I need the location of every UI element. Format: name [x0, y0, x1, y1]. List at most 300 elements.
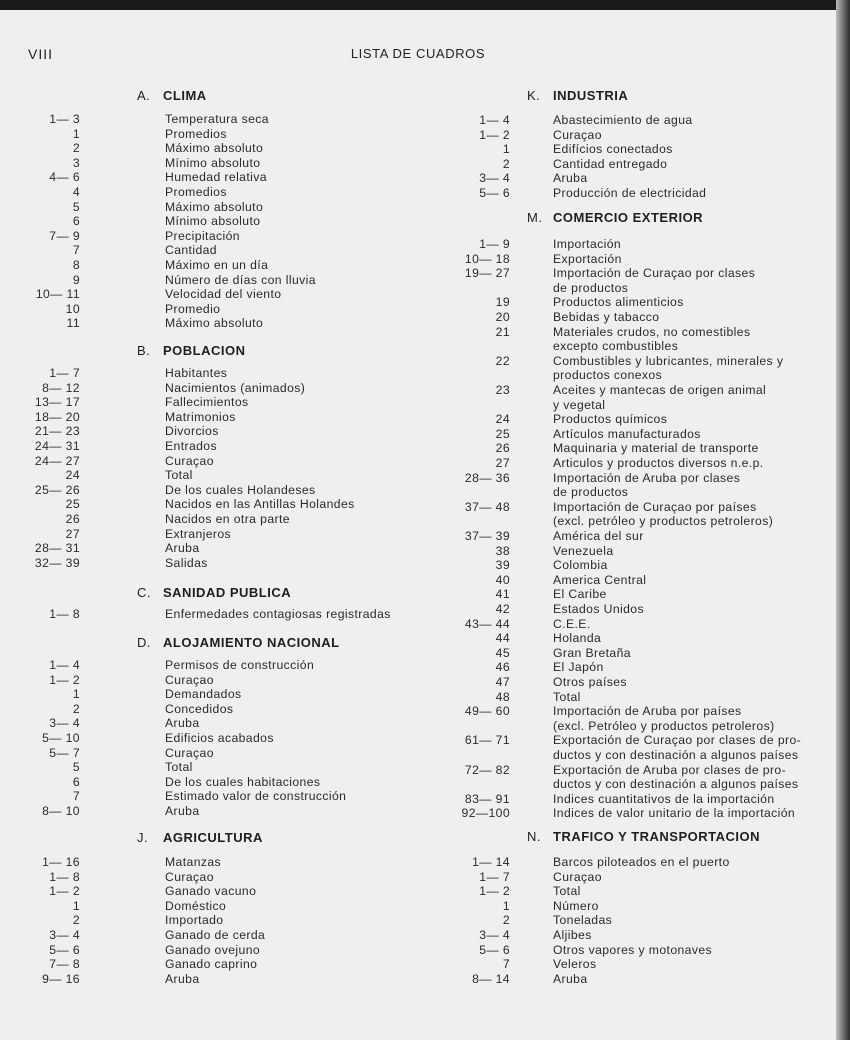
table-numbers: 1: [72, 687, 80, 702]
list-item: [440, 485, 840, 500]
table-numbers: 8: [72, 258, 80, 272]
table-title: Promedio: [165, 301, 221, 316]
table-title: Otros países: [553, 675, 627, 689]
table-title: Promedios: [165, 185, 227, 199]
list-item: [20, 731, 420, 746]
list-item: [440, 325, 840, 340]
table-title: Total: [553, 884, 581, 899]
table-numbers: 1— 8: [49, 607, 80, 621]
table-title: Curaçao: [553, 869, 602, 884]
table-title: Ganado caprino: [165, 957, 258, 972]
table-title: Total: [553, 689, 581, 704]
table-title: Importación: [553, 237, 622, 251]
table-numbers: 1— 2: [49, 672, 80, 687]
section-title: POBLACION: [163, 343, 246, 358]
table-numbers: 2: [502, 156, 510, 171]
table-numbers: 9— 16: [42, 971, 80, 986]
page-title: LISTA DE CUADROS: [350, 46, 486, 61]
list-item: [20, 607, 420, 622]
table-numbers: 39: [495, 558, 510, 573]
table-numbers: 21— 23: [34, 424, 80, 439]
table-title: Enfermedades contagiosas registradas: [165, 607, 391, 621]
table-numbers: 11: [66, 316, 80, 331]
table-title: Entrados: [165, 439, 217, 453]
list-item: [20, 870, 420, 885]
table-numbers: 1— 7: [49, 366, 80, 380]
list-item: [20, 156, 420, 171]
section-letter: M.: [527, 210, 543, 225]
table-numbers: 1— 16: [42, 855, 80, 869]
list-item: [440, 383, 840, 398]
table-title: Exportación de Curaçao por clases de pro-: [553, 733, 802, 748]
list-item: [440, 529, 840, 544]
section-letter: J.: [137, 830, 149, 845]
table-title: Combustibles y lubricantes, minerales y: [553, 353, 784, 368]
table-numbers: 5: [72, 199, 80, 214]
table-numbers: 3— 4: [479, 928, 510, 942]
section-title: ALOJAMIENTO NACIONAL: [163, 635, 340, 650]
table-numbers: 1— 14: [472, 855, 510, 869]
table-title: Promedios: [165, 126, 227, 141]
table-title: Exportación de Aruba por clases de pro-: [553, 762, 787, 777]
table-title: Productos alimenticios: [553, 295, 684, 310]
list-item: [440, 514, 840, 529]
table-numbers: 4— 6: [49, 170, 80, 185]
list-item: [440, 142, 840, 157]
table-title: Aceites y mantecas de origen animal: [553, 383, 767, 397]
table-numbers: 37— 39: [464, 529, 510, 543]
list-item: [440, 660, 840, 675]
table-title: Colombia: [553, 558, 608, 573]
table-title: Importación de Aruba por clases: [553, 470, 741, 485]
table-numbers: 10: [65, 301, 80, 316]
table-title: y vegetal: [553, 397, 606, 412]
table-numbers: 1— 4: [49, 658, 80, 672]
table-numbers: 49— 60: [464, 704, 510, 719]
table-numbers: 26: [495, 441, 510, 456]
table-title: Mínimo absoluto: [165, 155, 261, 170]
list-item: [20, 687, 420, 702]
list-item: [440, 587, 840, 602]
list-item: [20, 214, 420, 229]
table-title: Temperatura seca: [165, 112, 269, 126]
table-numbers: 3— 4: [49, 928, 80, 942]
table-numbers: 6: [72, 214, 80, 229]
table-numbers: 3— 4: [479, 171, 510, 186]
table-numbers: 43— 44: [464, 616, 510, 631]
list-item: [20, 673, 420, 688]
list-item: [20, 287, 420, 302]
list-item: [20, 760, 420, 775]
table-title: Curaçao: [165, 745, 214, 760]
list-item: [20, 804, 420, 819]
list-item: [20, 112, 420, 127]
section-heading: [527, 829, 760, 844]
table-numbers: 10— 18: [464, 251, 510, 266]
section-heading: [527, 210, 703, 225]
table-numbers: 7— 8: [49, 957, 80, 972]
table-numbers: 5— 10: [42, 731, 80, 745]
table-title: Importación de Curaçao por clases: [553, 266, 756, 281]
table-title: Importado: [165, 913, 224, 928]
table-numbers: 13— 17: [34, 395, 80, 410]
table-numbers: 27: [65, 526, 80, 541]
list-item: [440, 573, 840, 588]
table-numbers: 24: [495, 412, 510, 427]
table-numbers: 72— 82: [464, 762, 510, 777]
table-title: Fallecimientos: [165, 395, 249, 410]
table-title: Artículos manufacturados: [553, 426, 701, 441]
list-item: [20, 483, 420, 498]
table-title: Doméstico: [165, 898, 227, 913]
table-title: Holanda: [553, 631, 602, 646]
list-item: [440, 792, 840, 807]
table-title: Indices cuantitativos de la importación: [553, 791, 775, 806]
list-item: [20, 141, 420, 156]
list-item: [20, 541, 420, 556]
list-item: [440, 704, 840, 719]
list-item: [20, 243, 420, 258]
list-item: [440, 113, 840, 128]
table-title: Gran Bretaña: [553, 645, 631, 660]
list-item: [20, 381, 420, 396]
table-numbers: 19— 27: [464, 266, 510, 281]
table-title: Curaçao: [553, 127, 602, 142]
list-item: [20, 468, 420, 483]
table-title: Otros vapores y motonaves: [553, 942, 713, 957]
list-item: [440, 354, 840, 369]
table-numbers: 22: [495, 353, 510, 368]
table-title: Productos químicos: [553, 412, 668, 427]
list-item: [20, 439, 420, 454]
list-item: [440, 558, 840, 573]
table-title: Total: [165, 760, 193, 775]
table-title: Materiales crudos, no comestibles: [553, 324, 751, 339]
table-numbers: 25— 26: [34, 482, 80, 497]
list-item: [440, 806, 840, 821]
table-title: Abastecimiento de agua: [553, 113, 693, 127]
table-title: Nacimientos (animados): [165, 380, 306, 395]
section-title: CLIMA: [163, 88, 207, 103]
table-numbers: 1— 8: [49, 869, 80, 884]
table-title: Máximo en un día: [165, 258, 269, 272]
table-numbers: 20: [495, 310, 510, 324]
page-number: VIII: [28, 46, 54, 62]
table-title: Precipitación: [165, 228, 240, 243]
table-numbers: 24— 27: [34, 453, 80, 468]
table-title: Matrimonios: [165, 409, 236, 424]
list-item: [440, 777, 840, 792]
table-title: Toneladas: [553, 913, 613, 928]
list-item: [440, 441, 840, 456]
list-item: [440, 719, 840, 734]
table-numbers: 2: [72, 141, 80, 156]
table-title: Articulos y productos diversos n.e.p.: [553, 456, 764, 470]
section-letter: A.: [137, 88, 151, 103]
list-item: [440, 128, 840, 143]
table-title: Cantidad entregado: [553, 156, 668, 171]
list-item: [440, 398, 840, 413]
list-item: [20, 884, 420, 899]
table-title: Mínimo absoluto: [165, 214, 261, 229]
list-item: [20, 395, 420, 410]
table-numbers: 2: [72, 701, 80, 716]
list-item: [440, 266, 840, 281]
table-numbers: 61— 71: [464, 733, 510, 748]
list-item: [440, 646, 840, 661]
section-heading: [137, 585, 291, 600]
list-item: [440, 186, 840, 201]
list-item: [440, 748, 840, 763]
table-numbers: 5— 6: [49, 942, 80, 957]
table-numbers: 27: [495, 456, 510, 470]
table-title: Estimado valor de construcción: [165, 789, 347, 804]
table-title: Venezuela: [553, 543, 614, 558]
list-item: [20, 512, 420, 527]
list-item: [20, 302, 420, 317]
table-numbers: 9: [72, 272, 80, 287]
list-item: [20, 424, 420, 439]
list-item: [440, 957, 840, 972]
table-numbers: 37— 48: [464, 499, 510, 514]
table-title: Edifícios conectados: [553, 142, 673, 157]
table-title: Nacidos en las Antillas Holandes: [165, 497, 355, 512]
list-item: [20, 943, 420, 958]
table-title: Curaçao: [165, 869, 214, 884]
list-item: [440, 171, 840, 186]
table-title: Importación de Curaçao por países: [553, 499, 757, 514]
list-item: [20, 658, 420, 673]
list-item: [440, 157, 840, 172]
section-letter: K.: [527, 88, 541, 103]
table-title: Ganado de cerda: [165, 928, 266, 942]
table-title: Concedidos: [165, 701, 234, 716]
table-numbers: 1— 9: [479, 237, 510, 251]
table-title: Extranjeros: [165, 526, 232, 541]
list-item: [440, 471, 840, 486]
list-item: [440, 855, 840, 870]
list-item: [20, 127, 420, 142]
section-heading: [137, 343, 246, 358]
section-title: AGRICULTURA: [163, 830, 263, 845]
table-numbers: 1: [502, 898, 510, 913]
table-title: De los cuales habitaciones: [165, 774, 321, 789]
list-item: [20, 170, 420, 185]
list-item: [440, 899, 840, 914]
table-numbers: 42: [495, 602, 510, 616]
table-title: Curaçao: [165, 672, 214, 687]
table-title: Curaçao: [165, 453, 214, 468]
list-item: [20, 702, 420, 717]
table-numbers: 1: [72, 126, 80, 141]
table-title: Importación de Aruba por países: [553, 704, 742, 719]
list-item: [20, 928, 420, 943]
list-item: [20, 316, 420, 331]
table-title: Máximo absoluto: [165, 316, 264, 331]
table-title: Total: [165, 468, 193, 483]
table-numbers: 7: [502, 957, 510, 972]
table-title: Ganado ovejuno: [165, 942, 261, 957]
table-title: Estados Unidos: [553, 602, 644, 616]
list-item: [20, 366, 420, 381]
table-numbers: 8— 12: [42, 380, 80, 395]
table-title: Máximo absoluto: [165, 199, 264, 214]
section-title: SANIDAD PUBLICA: [163, 585, 292, 600]
table-numbers: 23: [495, 383, 510, 397]
table-title: Nacidos en otra parte: [165, 512, 290, 526]
list-item: [20, 497, 420, 512]
table-numbers: 25: [495, 426, 510, 441]
table-numbers: 1— 2: [479, 884, 510, 899]
table-title: de productos: [553, 485, 629, 500]
table-numbers: 8— 14: [472, 971, 510, 986]
table-numbers: 2: [72, 913, 80, 928]
table-numbers: 1— 2: [49, 884, 80, 899]
table-title: Aruba: [165, 804, 200, 818]
list-item: [20, 410, 420, 425]
list-item: [440, 281, 840, 296]
table-numbers: 48: [495, 689, 510, 704]
table-title: Aljibes: [553, 928, 592, 942]
list-item: [20, 185, 420, 200]
table-title: América del sur: [553, 529, 644, 543]
table-numbers: 5— 7: [49, 745, 80, 760]
section-title: COMERCIO EXTERIOR: [553, 210, 704, 225]
section-heading: [527, 88, 628, 103]
table-title: America Central: [553, 572, 647, 587]
list-item: [440, 870, 840, 885]
table-title: Velocidad del viento: [165, 287, 282, 302]
table-title: (excl. petróleo y productos petroleros): [553, 514, 774, 529]
list-item: [20, 775, 420, 790]
table-numbers: 92—100: [461, 806, 510, 821]
table-numbers: 25: [65, 497, 80, 512]
list-item: [20, 273, 420, 288]
table-numbers: 7: [72, 789, 80, 804]
list-item: [20, 716, 420, 731]
table-numbers: 47: [495, 675, 510, 689]
table-numbers: 24— 31: [34, 439, 80, 453]
table-title: Indices de valor unitario de la importación: [553, 806, 796, 821]
list-item: [440, 690, 840, 705]
list-item: [440, 763, 840, 778]
table-numbers: 1— 7: [479, 869, 510, 884]
list-item: [440, 602, 840, 617]
table-title: ductos y con destinación a algunos países: [553, 748, 799, 762]
table-numbers: 32— 39: [34, 555, 80, 570]
list-item: [440, 456, 840, 471]
list-item: [440, 252, 840, 267]
list-item: [20, 913, 420, 928]
table-numbers: 26: [65, 512, 80, 526]
list-item: [440, 884, 840, 899]
table-title: Veleros: [553, 957, 597, 972]
table-numbers: 8— 10: [42, 804, 80, 818]
table-numbers: 1: [72, 898, 80, 913]
section-heading: [137, 635, 340, 650]
list-item: [440, 617, 840, 632]
table-numbers: 5: [72, 760, 80, 775]
list-item: [440, 631, 840, 646]
table-title: C.E.E.: [553, 616, 591, 631]
table-title: Permisos de construcción: [165, 658, 315, 672]
table-title: Máximo absoluto: [165, 141, 264, 156]
list-item: [20, 746, 420, 761]
table-title: Bebidas y tabacco: [553, 310, 660, 324]
list-item: [440, 733, 840, 748]
list-item: [20, 454, 420, 469]
table-title: De los cuales Holandeses: [165, 482, 316, 497]
table-numbers: 2: [502, 913, 510, 928]
list-item: [440, 972, 840, 987]
list-item: [440, 675, 840, 690]
table-title: Aruba: [553, 971, 588, 986]
table-numbers: 40: [495, 572, 510, 587]
table-numbers: 1: [502, 142, 510, 157]
list-item: [20, 258, 420, 273]
table-numbers: 45: [495, 645, 510, 660]
section-heading: [137, 830, 263, 845]
table-title: Producción de electricidad: [553, 186, 707, 200]
list-item: [20, 972, 420, 987]
table-title: (excl. Petróleo y productos petroleros): [553, 718, 775, 733]
table-numbers: 4: [72, 185, 80, 199]
table-title: Aruba: [165, 971, 200, 986]
table-numbers: 83— 91: [464, 791, 510, 806]
list-item: [20, 527, 420, 542]
list-item: [20, 789, 420, 804]
table-numbers: 1— 3: [49, 112, 80, 126]
table-numbers: 10— 11: [35, 287, 80, 302]
table-numbers: 44: [495, 631, 510, 646]
list-item: [20, 229, 420, 244]
list-item: [440, 913, 840, 928]
table-numbers: 3— 4: [49, 716, 80, 731]
list-item: [440, 928, 840, 943]
table-title: ductos y con destinación a algunos países: [553, 777, 799, 792]
list-item: [440, 412, 840, 427]
table-numbers: 5— 6: [479, 186, 510, 200]
table-numbers: 38: [495, 543, 510, 558]
section-letter: C.: [137, 585, 151, 600]
section-letter: B.: [137, 343, 151, 358]
table-numbers: 18— 20: [34, 409, 80, 424]
list-item: [440, 500, 840, 515]
table-title: Maquinaria y material de transporte: [553, 441, 759, 456]
table-title: Ganado vacuno: [165, 884, 257, 899]
section-title: TRAFICO Y TRANSPORTACION: [553, 829, 761, 844]
table-title: Barcos piloteados en el puerto: [553, 855, 730, 869]
table-title: Número: [553, 898, 599, 913]
table-numbers: 24: [65, 468, 80, 483]
table-numbers: 7— 9: [49, 228, 80, 243]
table-title: productos conexos: [553, 368, 663, 383]
table-title: Número de días con lluvia: [165, 272, 316, 287]
table-numbers: 1— 4: [479, 113, 510, 127]
table-numbers: 19: [495, 295, 510, 310]
scan-edge: [836, 0, 850, 1040]
table-numbers: 1— 2: [479, 127, 510, 142]
list-item: [20, 899, 420, 914]
table-title: excepto combustibles: [553, 339, 679, 354]
section-heading: [137, 88, 207, 103]
table-title: El Caribe: [553, 587, 607, 602]
table-title: Demandados: [165, 687, 242, 702]
table-title: Exportación: [553, 251, 622, 266]
table-title: Humedad relativa: [165, 170, 267, 185]
section-letter: N.: [527, 829, 541, 844]
table-numbers: 3: [72, 155, 80, 170]
